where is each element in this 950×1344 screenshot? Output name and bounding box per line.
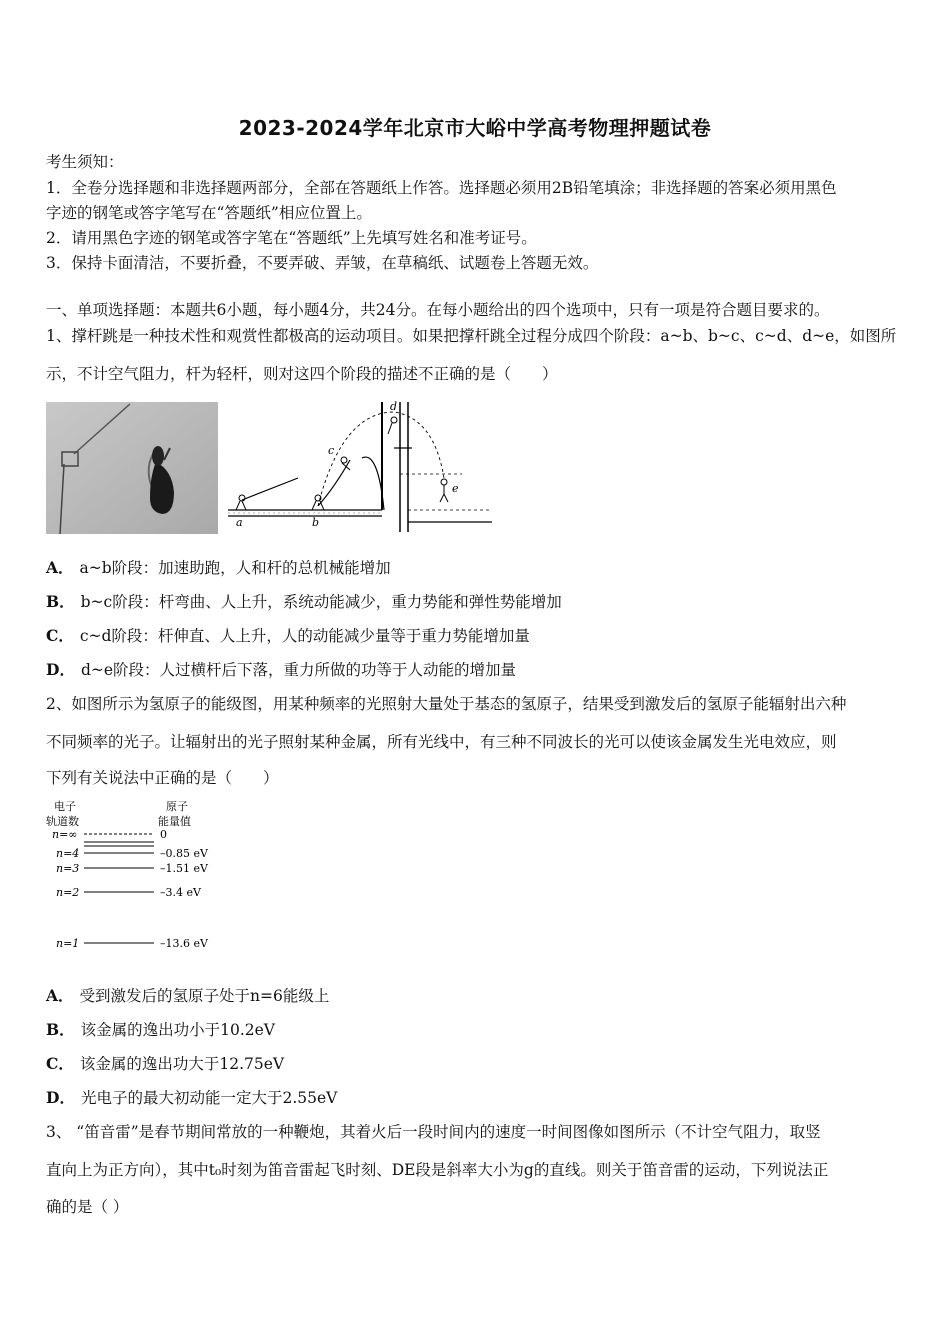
point-label-e: e [452,482,459,495]
col2-header: 原子 [166,800,188,813]
notice-heading: 考生须知： [46,153,124,171]
q2-option-b[interactable] [46,1020,275,1040]
option-text: b~c阶段：杆弯曲、人上升，系统动能减少，重力势能和弹性势能增加 [80,593,562,611]
option-label: D． [46,660,75,679]
q1-option-c[interactable] [46,626,530,646]
page-title: 2023-2024学年北京市大峪中学高考物理押题试卷 [238,116,712,140]
q1-stem-line: 示，不计空气阻力，杆为轻杆，则对这四个阶段的描述不正确的是（ ） [46,365,558,383]
q3-stem-line: 直向上为正方向），其中t₀时刻为笛音雷起飞时刻、DE段是斜率大小为g的直线。则关于笛音雷的运动，下列说法正 [46,1161,829,1179]
q2-stem-line: 2、如图所示为氢原子的能级图，用某种频率的光照射大量处于基态的氢原子，结果受到激发后的氢原子能辐射出六种 [46,695,847,713]
option-text: 受到激发后的氢原子处于n=6能级上 [79,987,330,1005]
q2-option-c[interactable] [46,1054,284,1074]
point-label-d: d [390,400,398,413]
point-label-c: c [328,444,335,457]
level-n: n=3 [56,862,80,875]
col1-header: 轨道数 [46,815,79,828]
q2-option-d[interactable] [46,1088,337,1108]
point-label-b: b [312,516,320,529]
option-text: 该金属的逸出功大于12.75eV [79,1055,285,1073]
notice-item: 1．全卷分选择题和非选择题两部分，全部在答题纸上作答。选择题必须用2B铅笔填涂；非选择题的答案必须用黑色 [46,179,837,197]
q1-stem-line: 1、撑杆跳是一种技术性和观赏性都极高的运动项目。如果把撑杆跳全过程分成四个阶段：a~b、b~c、c~d、d~e，如图所 [46,327,897,345]
option-label: D． [46,1088,75,1107]
level-energy: –1.51 eV [160,862,208,875]
option-label: C． [46,1054,74,1073]
notice-item: 2．请用黑色字迹的钢笔或答字笔在“答题纸”上先填写姓名和准考证号。 [46,229,537,247]
section-heading: 一、单项选择题：本题共6小题，每小题4分，共24分。在每小题给出的四个选项中，只有一项是符合题目要求的。 [46,301,830,319]
pole-vault-photo [46,402,218,534]
level-energy: –13.6 eV [160,937,208,950]
level-n: n=2 [56,886,80,899]
level-n: n=4 [56,847,80,860]
q2-stem-line: 不同频率的光子。让辐射出的光子照射某种金属，所有光线中，有三种不同波长的光可以使该金属发生光电效应，则 [46,733,837,751]
notice-item: 3．保持卡面清洁，不要折叠，不要弄破、弄皱，在草稿纸、试题卷上答题无效。 [46,254,599,272]
level-energy: 0 [160,828,167,841]
level-energy: –3.4 eV [160,886,201,899]
level-n: n=1 [56,937,80,950]
energy-level-diagram [46,798,246,958]
point-label-a: a [236,516,243,529]
option-text: 该金属的逸出功小于10.2eV [80,1021,275,1039]
notice-item: 字迹的钢笔或答字笔写在“答题纸”相应位置上。 [46,204,372,222]
level-n: n=∞ [52,828,78,841]
option-text: a~b阶段：加速助跑，人和杆的总机械能增加 [79,559,391,577]
option-text: 光电子的最大初动能一定大于2.55eV [80,1089,338,1107]
q1-option-b[interactable] [46,592,562,612]
option-label: C． [46,626,74,645]
option-label: B． [46,592,75,611]
col2-header: 能量值 [158,815,191,828]
q1-option-a[interactable] [46,558,391,578]
q3-stem-line: 3、 “笛音雷”是春节期间常放的一种鞭炮，其着火后一段时间内的速度一时间图像如图所示（不计空气阻力，取竖 [46,1123,821,1141]
option-label: A． [46,986,74,1005]
col1-header: 电子 [54,800,76,813]
option-label: A． [46,558,74,577]
option-label: B． [46,1020,75,1039]
q2-option-a[interactable] [46,986,329,1006]
option-text: d~e阶段：人过横杆后下落，重力所做的功等于人动能的增加量 [80,661,517,679]
q1-option-d[interactable] [46,660,516,680]
q2-stem-line: 下列有关说法中正确的是（ ） [46,769,279,787]
level-energy: –0.85 eV [160,847,208,860]
q3-stem-line: 确的是（ ） [46,1198,129,1216]
option-text: c~d阶段：杆伸直、人上升，人的动能减少量等于重力势能增加量 [79,627,530,645]
pole-vault-diagram [222,398,494,534]
